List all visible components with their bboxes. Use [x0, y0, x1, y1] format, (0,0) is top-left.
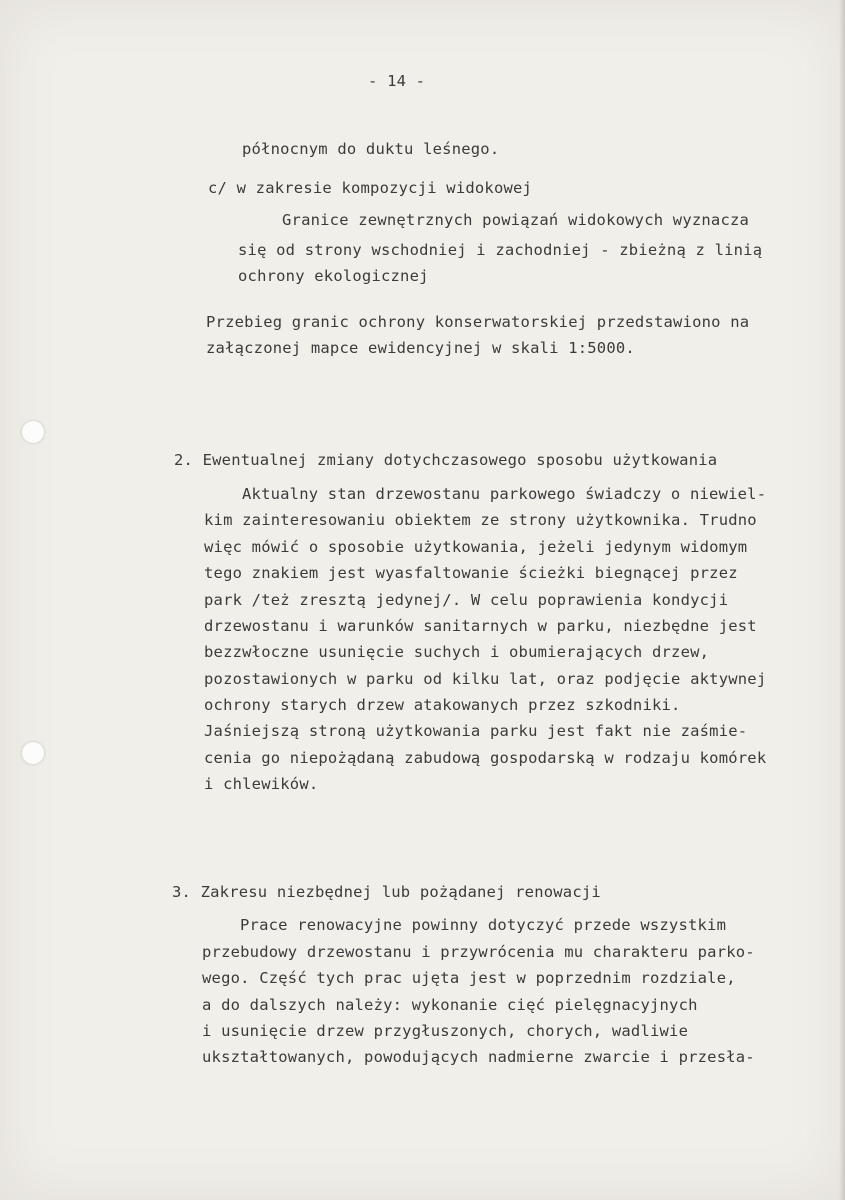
section-2-line: Aktualny stan drzewostanu parkowego świadczy o niewiel- — [242, 485, 767, 503]
page-number: - 14 - — [368, 72, 426, 90]
paper-edge-shadow — [839, 0, 845, 1200]
section-3-line: wego. Część tych prac ujęta jest w poprzednim rozdziale, — [202, 969, 736, 987]
section-3-line: Prace renowacyjne powinny dotyczyć przede wszystkim — [240, 916, 727, 934]
section-2-line: pozostawionych w parku od kilku lat, oraz podjęcie aktywnej — [204, 670, 767, 688]
section-2-line: i chlewików. — [204, 775, 319, 793]
section-2-line: ochrony starych drzew atakowanych przez szkodniki. — [204, 696, 681, 714]
section-2-line: cenia go niepożądaną zabudową gospodarską w rodzaju komórek — [204, 749, 767, 767]
item-c-line: ochrony ekologicznej — [238, 267, 429, 285]
section-3-line: przebudowy drzewostanu i przywrócenia mu charakteru parko- — [202, 943, 755, 961]
section-2-line: park /też zresztą jedynej/. W celu poprawienia kondycji — [204, 591, 729, 609]
item-c-line: się od strony wschodniej i zachodniej - zbieżną z linią — [238, 241, 763, 259]
section-2-line: kim zainteresowaniu obiektem ze strony użytkownika. Trudno — [204, 511, 757, 529]
section-3-heading: 3. Zakresu niezbędnej lub pożądanej renowacji — [172, 883, 601, 901]
summary-line: Przebieg granic ochrony konserwatorskiej przedstawiono na — [206, 313, 750, 331]
section-2-line: tego znakiem jest wyasfaltowanie ścieżki biegnącej przez — [204, 564, 738, 582]
item-c-line: Granice zewnętrznych powiązań widokowych wyznacza — [282, 211, 750, 229]
continuation-line: północnym do duktu leśnego. — [242, 140, 500, 158]
section-3-line: i usunięcie drzew przygłuszonych, chorych, wadliwie — [202, 1022, 689, 1040]
section-2-line: więc mówić o sposobie użytkowania, jeżeli jedynym widomym — [204, 538, 748, 556]
punch-hole — [22, 742, 44, 764]
section-3-line: ukształtowanych, powodujących nadmierne zwarcie i przesła- — [202, 1048, 755, 1066]
item-c-heading: c/ w zakresie kompozycji widokowej — [208, 179, 533, 197]
section-2-line: bezzwłoczne usunięcie suchych i obumierających drzew, — [204, 643, 710, 661]
section-2-line: drzewostanu i warunków sanitarnych w parku, niezbędne jest — [204, 617, 757, 635]
summary-line: załączonej mapce ewidencyjnej w skali 1:5000. — [206, 339, 635, 357]
section-3-line: a do dalszych należy: wykonanie cięć pielęgnacyjnych — [202, 996, 698, 1014]
punch-hole — [22, 421, 44, 443]
section-2-line: Jaśniejszą stroną użytkowania parku jest fakt nie zaśmie- — [204, 722, 748, 740]
section-2-heading: 2. Ewentualnej zmiany dotychczasowego sposobu użytkowania — [174, 451, 718, 469]
